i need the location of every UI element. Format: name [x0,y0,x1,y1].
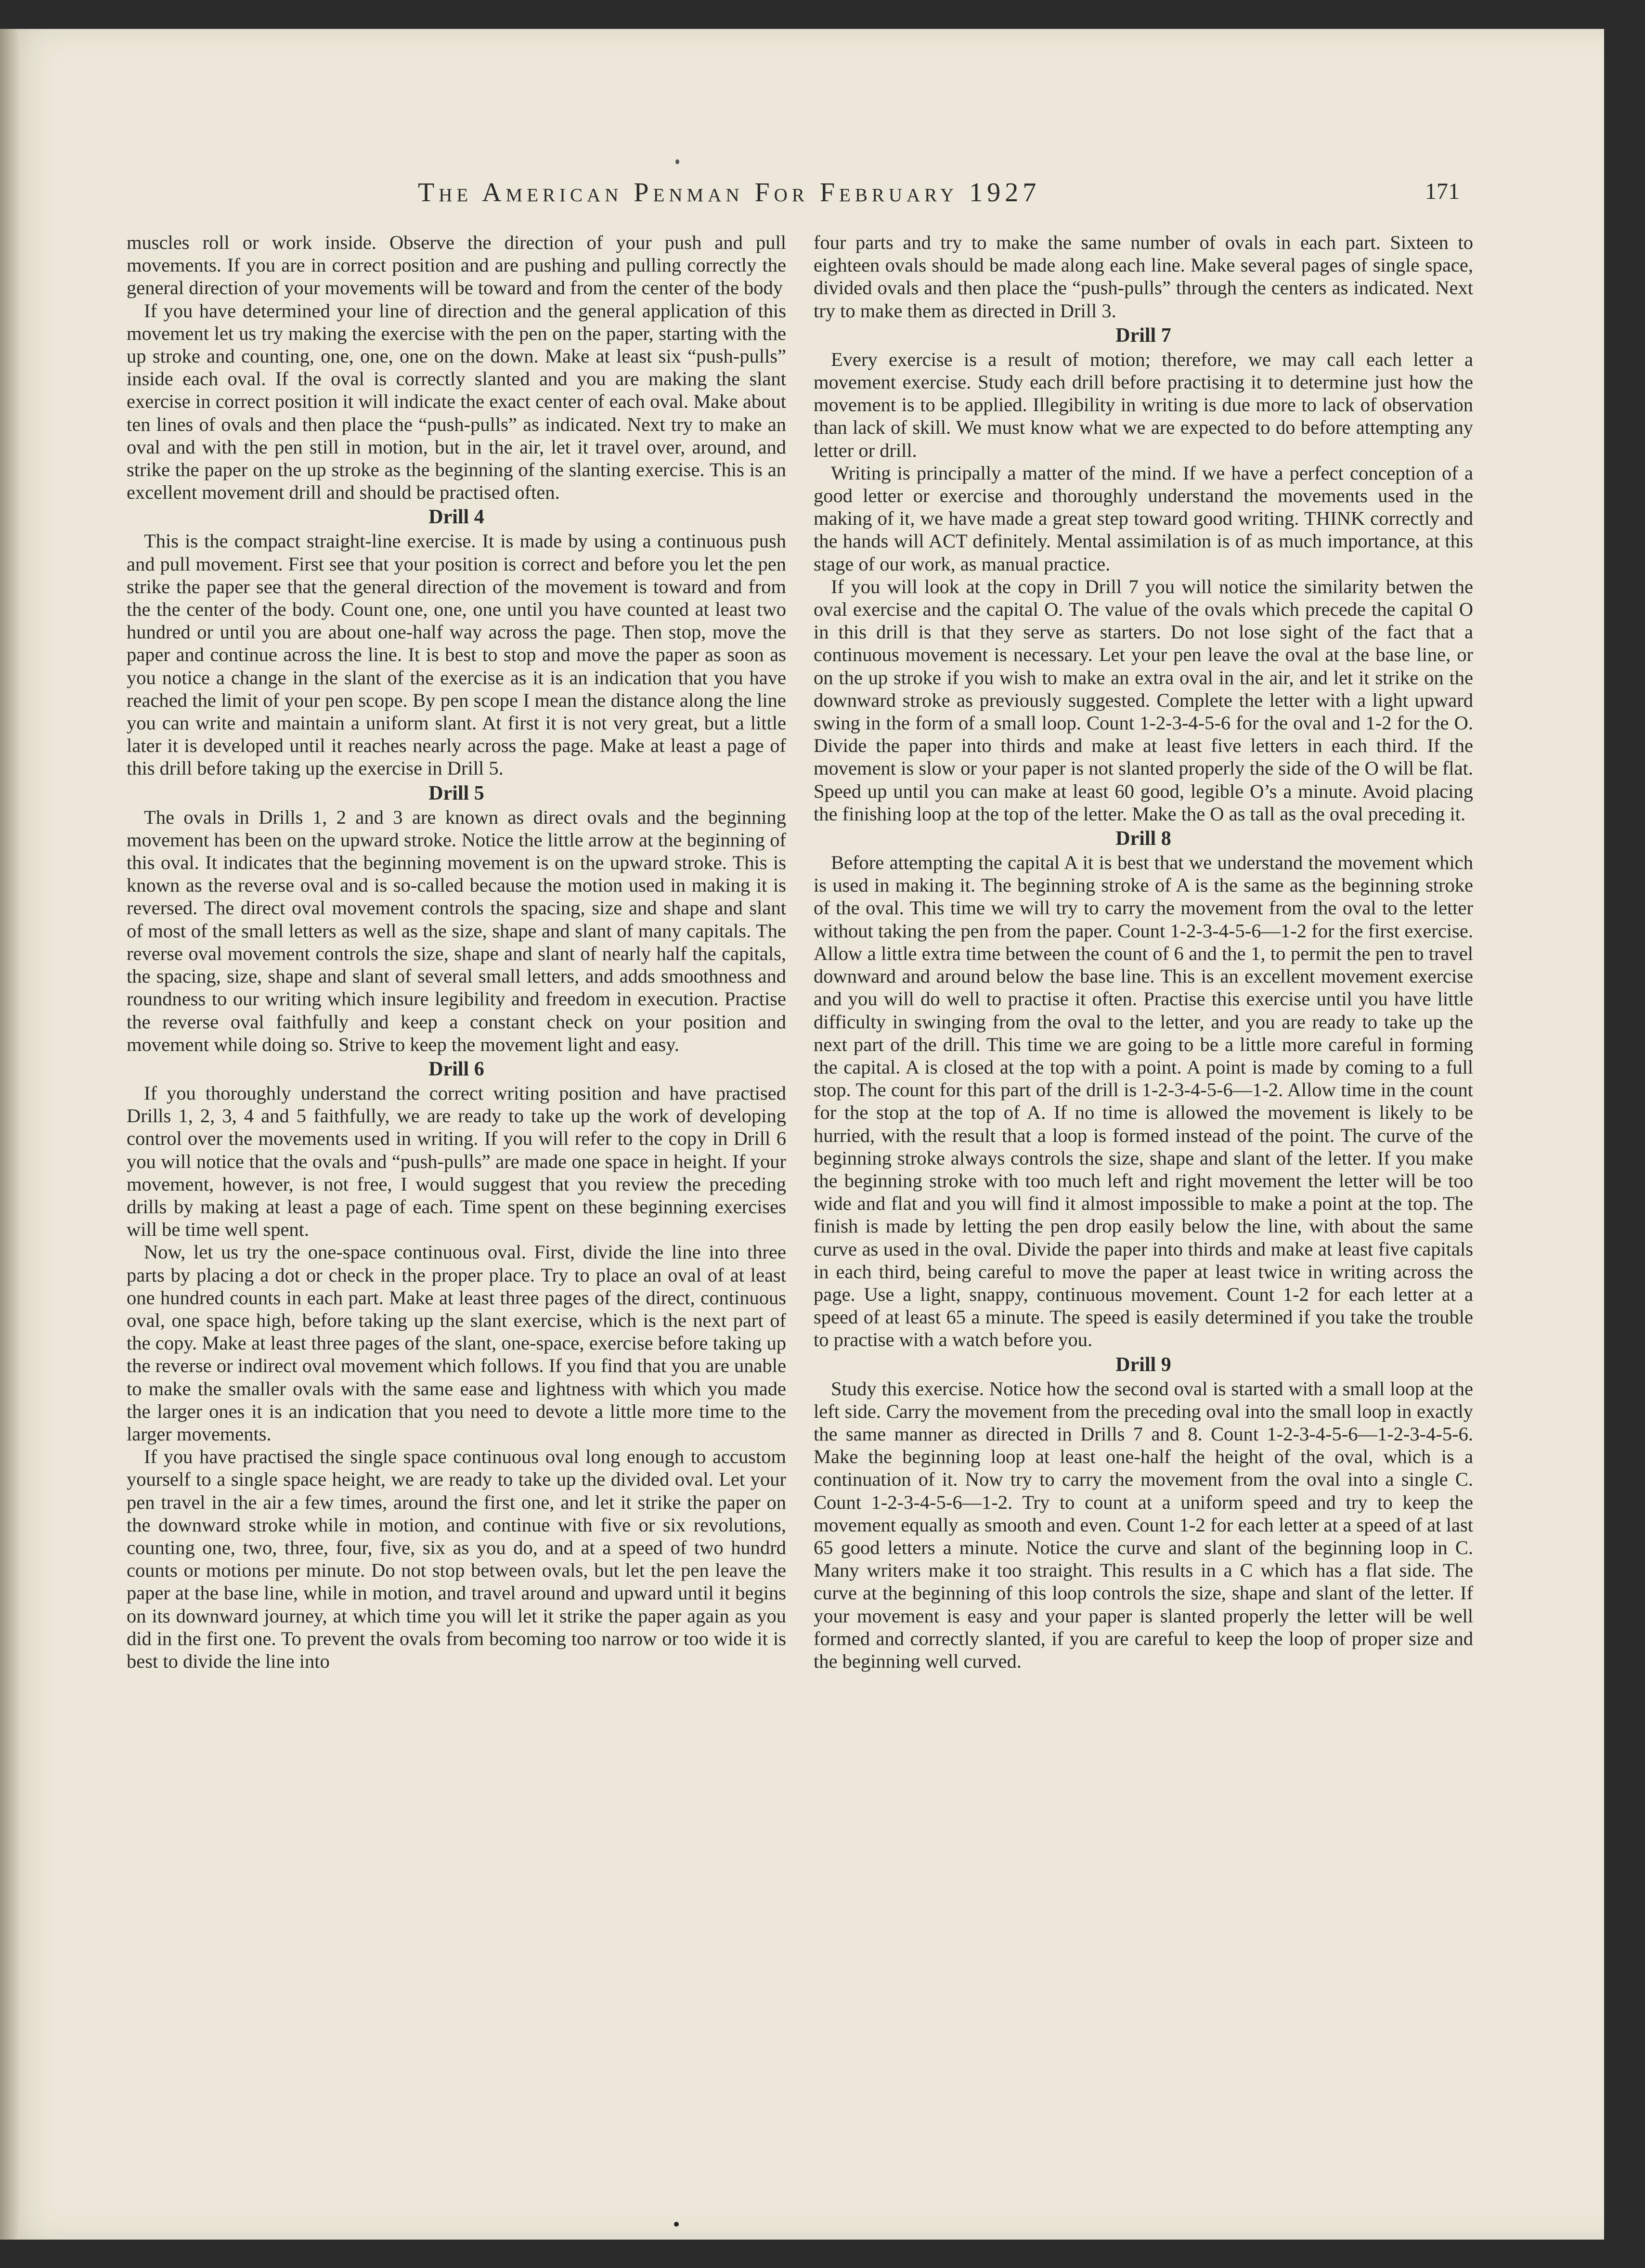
paragraph: If you have determined your line of direction and the general application of this movement let us try making the exercise with the pen on the paper, starting with the up stroke and counting, one, one, one on the down. Make at least six “push-pulls” inside each oval. If the oval is correctly slanted and you are making the slant exercise in correct position it will indicate the exact center of each oval. Make about ten lines of ovals and then place the “push-pulls” as indicated. Next try to make an oval and with the pen still in motion, but in the air, let it travel over, around, and strike the paper on the up stroke as the beginning of the slanting exercise. This is an excellent movement drill and should be practised often. [127,299,786,504]
paragraph: If you thoroughly understand the correct writing position and have practised Drills 1, 2, 3, 4 and 5 faithfully, we are ready to take up the work of developing control over the movements used in writing. If you will refer to the copy in Drill 6 you will notice that the ovals and “push-pulls” are made one space in height. If your movement, however, is not free, I would suggest that you review the preceding drills by making at least a page of each. Time spent on these beginning exercises will be time well spent. [127,1082,786,1241]
top-mark [675,159,679,164]
paragraph: If you have practised the single space continuous oval long enough to accustom yourself to a single space height, we are ready to take up the divided oval. Let your pen travel in the air a few times, around the first one, and let it strike the paper on the downward stroke while in motion, and continue with five or six revolutions, counting one, two, three, four, five, six as you do, and at a speed of two hundrd counts or motions per minute. Do not stop between ovals, but let the pen leave the paper at the base line, while in motion, and travel around and upward until it begins on its downward journey, at which time you will let it strike the paper again as you did in the first one. To prevent the ovals from becoming too narrow or too wide it is best to divide the line into [127,1446,786,1672]
section-heading-drill-5: Drill 5 [428,782,484,804]
section-heading-drill-4: Drill 4 [428,506,484,529]
right-text-column [814,231,1473,1672]
left-text-column [127,231,786,1672]
section-heading-drill-8: Drill 8 [1115,828,1171,850]
paragraph: This is the compact straight-line exercise. It is made by using a continuous push and pull movement. First see that your position is correct and before you let the pen strike the paper see that the general direction of the movement is toward and from the the center of the body. Count one, one, one until you have counted at least two hundred or until you are about one-half way across the page. Then stop, move the paper and continue across the line. It is best to stop and move the paper as soon as you notice a change in the slant of the exercise as it is an indication that you have reached the limit of your pen scope. By pen scope I mean the distance along the line you can write and maintain a uniform slant. At first it is not very great, but a little later it is developed until it reaches nearly across the page. Make at least a page of this drill before taking up the exercise in Drill 5. [127,530,786,779]
paragraph: If you will look at the copy in Drill 7 you will notice the similarity betwen the oval exercise and the capital O. The value of the ovals which precede the capital O in this drill is that they serve as starters. Do not lose sight of the fact that a continuous movement is necessary. Let your pen leave the oval at the base line, or on the up stroke if you wish to make an extra oval in the air, and let it strike on the downward stroke as previously suggested. Complete the letter with a light upward swing in the form of a small loop. Count 1-2-3-4-5-6 for the oval and 1-2 for the O. Divide the paper into thirds and make at least five letters in each third. If the movement is slow or your paper is not slanted properly the side of the O will be flat. Speed up until you can make at least 60 good, legible O’s a minute. Avoid placing the finishing loop at the top of the letter. Make the O as tall as the oval preceding it. [814,575,1473,825]
running-header-title: The American Penman For February 1927 [418,178,1041,207]
paragraph: Every exercise is a result of motion; therefore, we may call each letter a movement exercise. Study each drill before practising it to determine just how the movement is to be applied. Illegibility in writing is due more to lack of observation than lack of skill. We must know what we are expected to do before attempting any letter or drill. [814,348,1473,461]
section-heading-drill-7: Drill 7 [1115,324,1171,347]
paragraph: muscles roll or work inside. Observe the direction of your push and pull movements. If you are in correct position and are pushing and pulling correctly the general direction of your movements will be toward and from the center of the body [127,232,786,299]
section-heading-drill-9: Drill 9 [1115,1353,1171,1376]
paragraph: Writing is principally a matter of the mind. If we have a perfect conception of a good letter or exercise and thoroughly understand the movements used in the making of it, we have made a great step toward good writing. THINK correctly and the hands will ACT definitely. Mental assimilation is of as much importance, at this stage of our work, as manual practice. [814,462,1473,575]
page-number: 171 [1425,179,1460,204]
bottom-mark [674,2222,679,2227]
paragraph: The ovals in Drills 1, 2 and 3 are known as direct ovals and the beginning movement has been on the upward stroke. Notice the little arrow at the beginning of this oval. It indicates that the beginning movement is on the upward stroke. This is known as the reverse oval and is so-called because the motion used in making it is reversed. The direct oval movement controls the spacing, size and shape and slant of most of the small letters as well as the size, shape and slant of many capitals. The reverse oval movement controls the size, shape and slant of nearly half the capitals, the spacing, size, shape and slant of several small letters, and adds smoothness and roundness to our writing which insure legibility and freedom in execution. Practise the reverse oval faithfully and keep a constant check on your position and movement while doing so. Strive to keep the movement light and easy. [127,806,786,1055]
paragraph: Before attempting the capital A it is best that we understand the movement which is used in making it. The beginning stroke of A is the same as the beginning stroke of the oval. This time we will try to carry the movement from the oval to the letter without taking the pen from the paper. Count 1-2-3-4-5-6—1-2 for the first exercise. Allow a little extra time between the count of 6 and the 1, to permit the pen to travel downward and around below the base line. This is an excellent movement exercise and you will do well to practise it often. Practise this exercise until you have little difficulty in swinging from the oval to the letter, and you are ready to take up the next part of the drill. This time we are going to be a little more careful in forming the capital. A is closed at the top with a point. A point is made by coming to a full stop. The count for this part of the drill is 1-2-3-4-5-6—1-2. Allow time in the count for the stop at the top of A. If no time is allowed the movement is likely to be hurried, with the result that a loop is formed instead of the point. The curve of the beginning stroke always controls the size, shape and slant of the letter. If you make the beginning stroke with too much left and right movement the letter will be too wide and flat and you will find it almost impossible to make a point at the top. The finish is made by letting the pen drop easily below the line, with about the same curve as used in the oval. Divide the paper into thirds and make at least five capitals in each third, being careful to move the paper at least twice in writing across the page. Use a light, snappy, continuous movement. Count 1-2 for each letter at a speed of at least 65 a minute. The speed is easily determined if you take the trouble to practise with a watch before you. [814,852,1473,1351]
paragraph: Now, let us try the one-space continuous oval. First, divide the line into three parts by placing a dot or check in the proper place. Try to place an oval of at least one hundred counts in each part. Make at least three pages of the direct, continuous oval, one space high, before taking up the slant exercise, which is the next part of the copy. Make at least three pages of the slant, one-space, exercise before taking up the reverse or indirect oval movement which follows. If you find that you are unable to make the smaller ovals with the same ease and lightness with which you made the larger ones it is an indication that you need to devote a little more time to the larger movements. [127,1241,786,1445]
paragraph: Study this exercise. Notice how the second oval is started with a small loop at the left side. Carry the movement from the preceding oval into the small loop in exactly the same manner as directed in Drills 7 and 8. Count 1-2-3-4-5-6—1-2-3-4-5-6. Make the beginning loop at least one-half the height of the oval, which is a continuation of it. Now try to carry the movement from the oval into a single C. Count 1-2-3-4-5-6—1-2. Try to count at a uniform speed and try to keep the movement equally as smooth and even. Count 1-2 for each letter at a speed of at last 65 good letters a minute. Notice the curve and slant of the beginning loop in C. Many writers make it too straight. This results in a C which has a flat side. The curve at the beginning of this loop controls the size, shape and slant of the letter. If your movement is easy and your paper is slanted properly the letter will be well formed and correctly slanted, if you are careful to keep the loop of proper size and the beginning well curved. [814,1377,1473,1672]
section-heading-drill-6: Drill 6 [428,1058,484,1080]
page-spine-shadow [0,29,19,2240]
paragraph: four parts and try to make the same number of ovals in each part. Sixteen to eighteen ovals should be made along each line. Make several pages of single space, divided ovals and then place the “push-pulls” through the centers as indicated. Next try to make them as directed in Drill 3. [814,232,1473,322]
